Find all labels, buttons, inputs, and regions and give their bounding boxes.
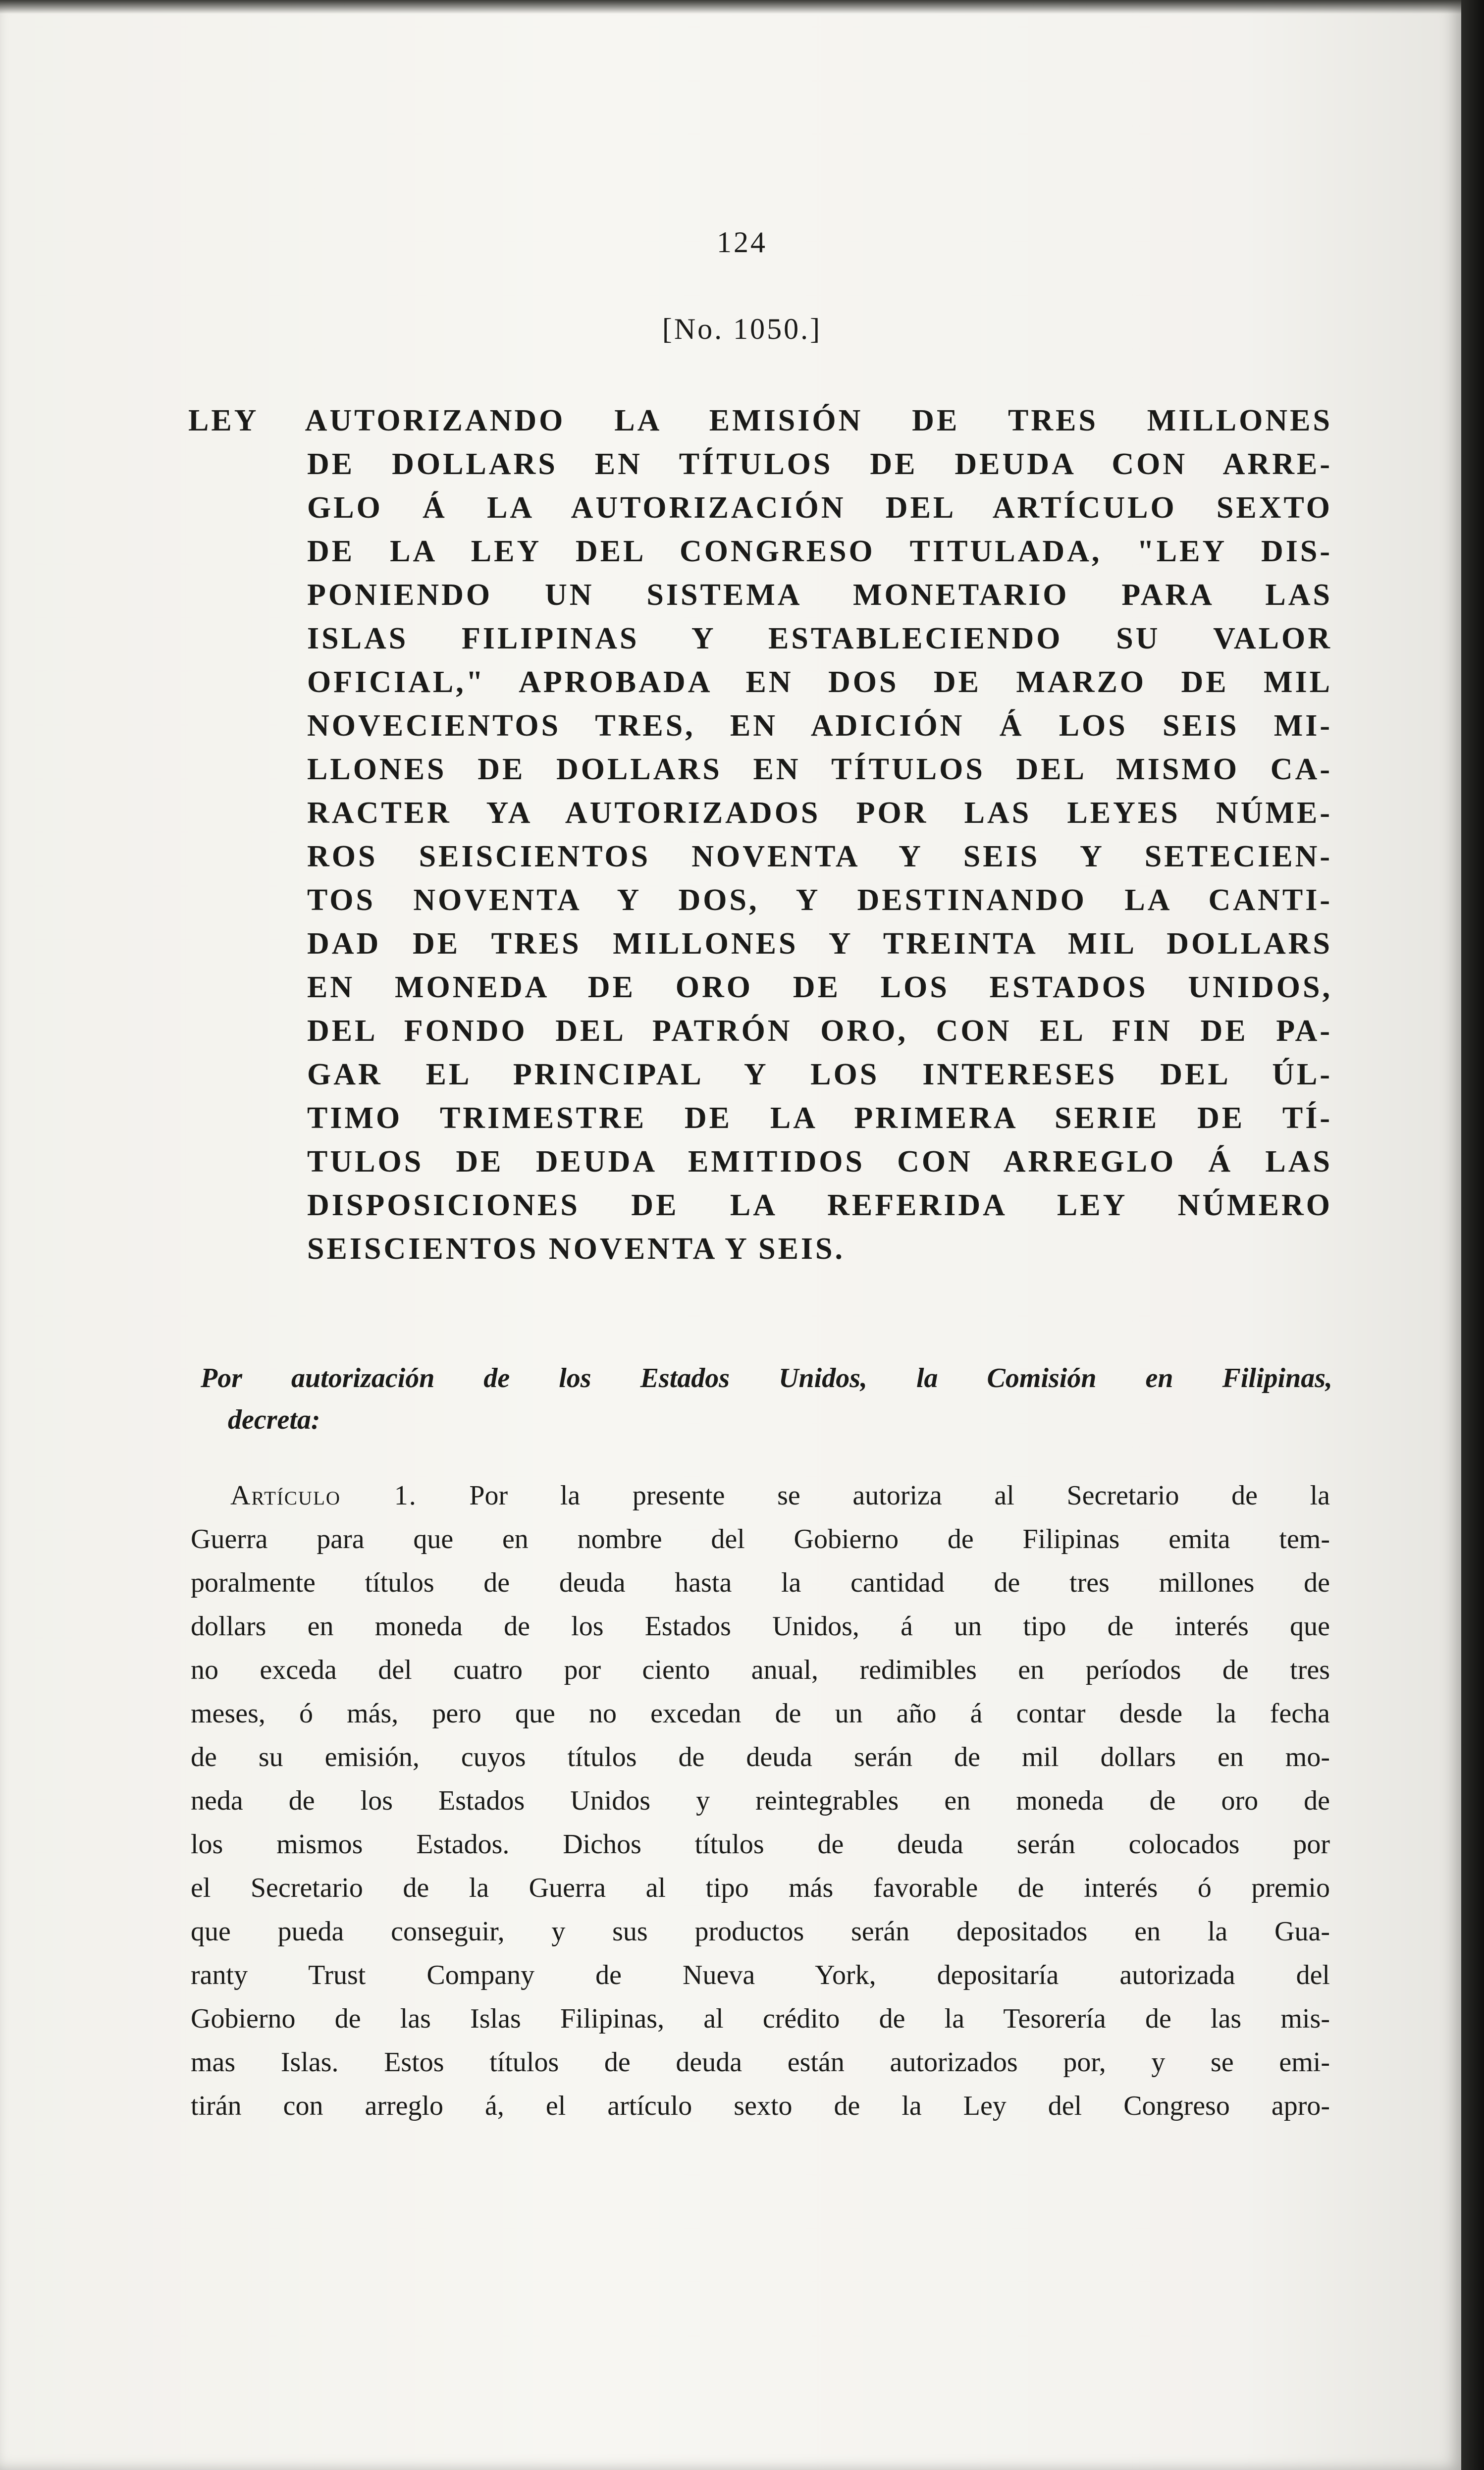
act-title-line: LEY AUTORIZANDO LA EMISIÓN DE TRES MILLONES bbox=[188, 404, 1332, 437]
act-title-line: DISPOSICIONES DE LA REFERIDA LEY NÚMERO bbox=[307, 1188, 1332, 1222]
enacting-clause-line: decreta: bbox=[228, 1404, 320, 1435]
act-title-line: ROS SEISCIENTOS NOVENTA Y SEIS Y SETECIEN- bbox=[307, 840, 1332, 873]
act-number: [No. 1050.] bbox=[662, 313, 822, 345]
act-title-line: GAR EL PRINCIPAL Y LOS INTERESES DEL ÚL- bbox=[307, 1058, 1332, 1091]
act-title-line: NOVECIENTOS TRES, EN ADICIÓN Á LOS SEIS MI- bbox=[307, 709, 1332, 743]
article-1 bbox=[191, 1474, 1330, 2128]
article-line: que pueda conseguir, y sus productos serán depositados en la Gua- bbox=[191, 1916, 1330, 1947]
article-line: no exceda del cuatro por ciento anual, redimibles en períodos de tres bbox=[191, 1655, 1330, 1685]
page-number: 124 bbox=[717, 226, 767, 259]
act-title-line: TIMO TRIMESTRE DE LA PRIMERA SERIE DE TÍ- bbox=[307, 1101, 1332, 1135]
act-title-line: OFICIAL," APROBADA EN DOS DE MARZO DE MIL bbox=[307, 665, 1332, 699]
article-line: Guerra para que en nombre del Gobierno de Filipinas emita tem- bbox=[191, 1524, 1330, 1555]
act-title-line: DE DOLLARS EN TÍTULOS DE DEUDA CON ARRE- bbox=[307, 447, 1332, 481]
article-line bbox=[191, 1474, 1330, 1517]
act-title-line: GLO Á LA AUTORIZACIÓN DEL ARTÍCULO SEXTO bbox=[307, 491, 1332, 525]
article-line: poralmente títulos de deuda hasta la cantidad de tres millones de bbox=[191, 1567, 1330, 1598]
act-title-line: DAD DE TRES MILLONES Y TREINTA MIL DOLLARS bbox=[307, 927, 1332, 961]
act-title-line: TULOS DE DEUDA EMITIDOS CON ARREGLO Á LAS bbox=[307, 1145, 1332, 1179]
article-heading: Artículo 1. bbox=[230, 1480, 417, 1511]
act-title-line: DE LA LEY DEL CONGRESO TITULADA, "LEY DIS- bbox=[307, 535, 1332, 568]
act-title-line: LLONES DE DOLLARS EN TÍTULOS DEL MISMO CA- bbox=[307, 752, 1332, 786]
article-line: ranty Trust Company de Nueva York, depositaría autorizada del bbox=[191, 1960, 1330, 1990]
article-line: tirán con arreglo á, el artículo sexto de la Ley del Congreso apro- bbox=[191, 2091, 1330, 2121]
article-line: mas Islas. Estos títulos de deuda están autorizados por, y se emi- bbox=[191, 2047, 1330, 2078]
article-line: de su emisión, cuyos títulos de deuda serán de mil dollars en mo- bbox=[191, 1742, 1330, 1772]
article-line: neda de los Estados Unidos y reintegrables en moneda de oro de bbox=[191, 1785, 1330, 1816]
enacting-clause bbox=[201, 1357, 1332, 1441]
article-line-text: Por la presente se autoriza al Secretario de la bbox=[469, 1480, 1330, 1511]
act-title bbox=[188, 399, 1332, 1271]
scan-top-shadow bbox=[0, 0, 1484, 14]
act-title-line: DEL FONDO DEL PATRÓN ORO, CON EL FIN DE PA- bbox=[307, 1014, 1332, 1048]
article-line: los mismos Estados. Dichos títulos de deuda serán colocados por bbox=[191, 1829, 1330, 1860]
article-line: dollars en moneda de los Estados Unidos, á un tipo de interés que bbox=[191, 1611, 1330, 1642]
act-title-line: SEISCIENTOS NOVENTA Y SEIS. bbox=[307, 1232, 846, 1266]
act-title-line: ISLAS FILIPINAS Y ESTABLECIENDO SU VALOR bbox=[307, 622, 1332, 655]
act-title-line: PONIENDO UN SISTEMA MONETARIO PARA LAS bbox=[307, 578, 1332, 612]
act-title-line: TOS NOVENTA Y DOS, Y DESTINANDO LA CANTI- bbox=[307, 883, 1332, 917]
article-line: el Secretario de la Guerra al tipo más favorable de interés ó premio bbox=[191, 1873, 1330, 1903]
act-title-line: RACTER YA AUTORIZADOS POR LAS LEYES NÚME- bbox=[307, 796, 1332, 830]
enacting-clause-line: Por autorización de los Estados Unidos, la Comisión en Filipinas, bbox=[201, 1363, 1332, 1394]
scan-edge-shadow bbox=[1461, 0, 1484, 2470]
act-title-line: EN MONEDA DE ORO DE LOS ESTADOS UNIDOS, bbox=[307, 970, 1332, 1004]
article-line: meses, ó más, pero que no excedan de un año á contar desde la fecha bbox=[191, 1698, 1330, 1729]
article-line: Gobierno de las Islas Filipinas, al crédito de la Tesorería de las mis- bbox=[191, 2003, 1330, 2034]
